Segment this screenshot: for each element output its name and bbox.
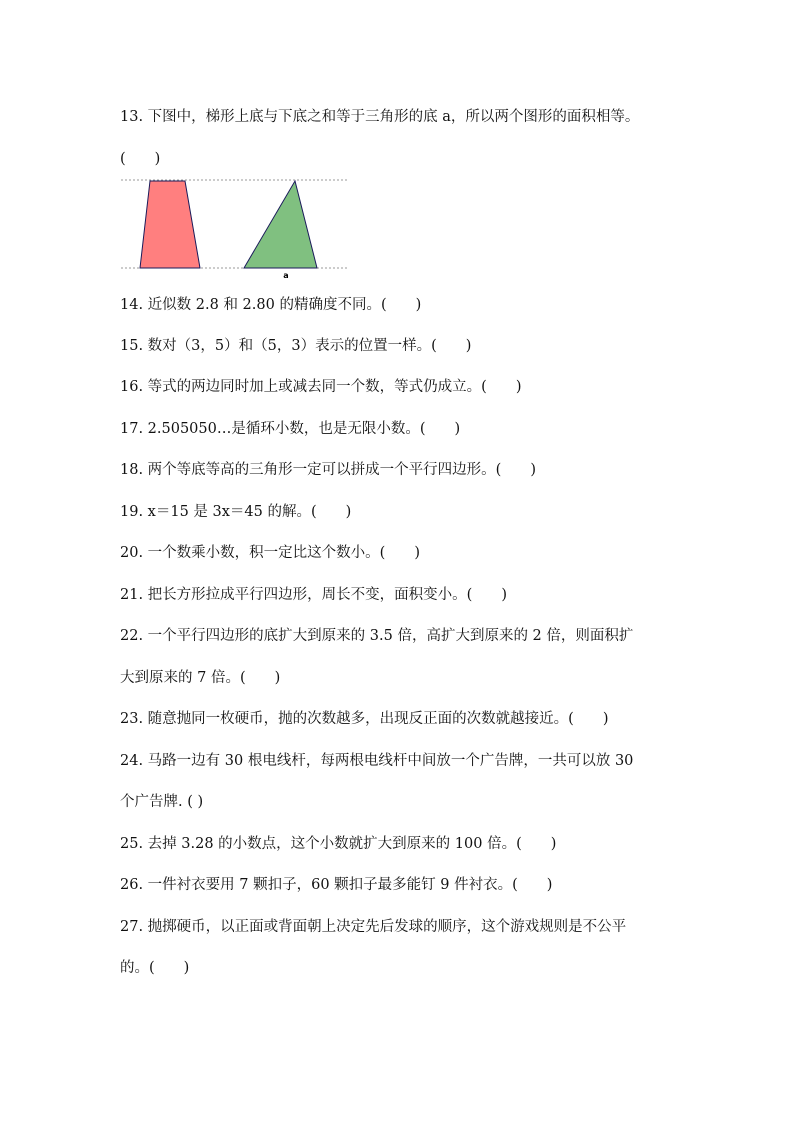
question-14: 14. 近似数 2.8 和 2.80 的精确度不同。( ) bbox=[120, 297, 422, 313]
question-16: 16. 等式的两边同时加上或减去同一个数，等式仍成立。( ) bbox=[120, 379, 522, 395]
trapezoid-shape bbox=[140, 181, 200, 268]
trapezoid-triangle-diagram bbox=[118, 174, 352, 280]
question-17: 17. 2.505050…是循环小数，也是无限小数。( ) bbox=[120, 421, 461, 437]
question-19: 19. x＝15 是 3x＝45 的解。( ) bbox=[120, 504, 352, 520]
triangle-shape bbox=[244, 181, 317, 268]
question-13-answer-blank: ( ) bbox=[120, 151, 161, 167]
triangle-base-label: a bbox=[283, 271, 289, 280]
question-23: 23. 随意抛同一枚硬币，抛的次数越多，出现反正面的次数就越接近。( ) bbox=[120, 711, 609, 727]
question-13-figure bbox=[118, 174, 352, 284]
question-27-line-2: 的。( ) bbox=[120, 960, 190, 976]
question-20: 20. 一个数乘小数，积一定比这个数小。( ) bbox=[120, 545, 420, 561]
question-25: 25. 去掉 3.28 的小数点，这个小数就扩大到原来的 100 倍。( ) bbox=[120, 836, 557, 852]
question-18: 18. 两个等底等高的三角形一定可以拼成一个平行四边形。( ) bbox=[120, 462, 536, 478]
question-15: 15. 数对（3，5）和（5，3）表示的位置一样。( ) bbox=[120, 338, 472, 354]
question-24-line-2: 个广告牌. ( ) bbox=[120, 794, 204, 810]
question-22-line-1: 22. 一个平行四边形的底扩大到原来的 3.5 倍，高扩大到原来的 2 倍，则面积扩 bbox=[120, 628, 634, 644]
question-24-line-1: 24. 马路一边有 30 根电线杆，每两根电线杆中间放一个广告牌，一共可以放 30 bbox=[120, 753, 634, 769]
question-21: 21. 把长方形拉成平行四边形，周长不变，面积变小。( ) bbox=[120, 587, 507, 603]
question-13-line-1: 13. 下图中，梯形上底与下底之和等于三角形的底 a，所以两个图形的面积相等。 bbox=[120, 109, 640, 125]
question-27-line-1: 27. 抛掷硬币，以正面或背面朝上决定先后发球的顺序，这个游戏规则是不公平 bbox=[120, 919, 627, 935]
question-22-line-2: 大到原来的 7 倍。( ) bbox=[120, 670, 281, 686]
question-26: 26. 一件衬衣要用 7 颗扣子，60 颗扣子最多能钉 9 件衬衣。( ) bbox=[120, 877, 553, 893]
